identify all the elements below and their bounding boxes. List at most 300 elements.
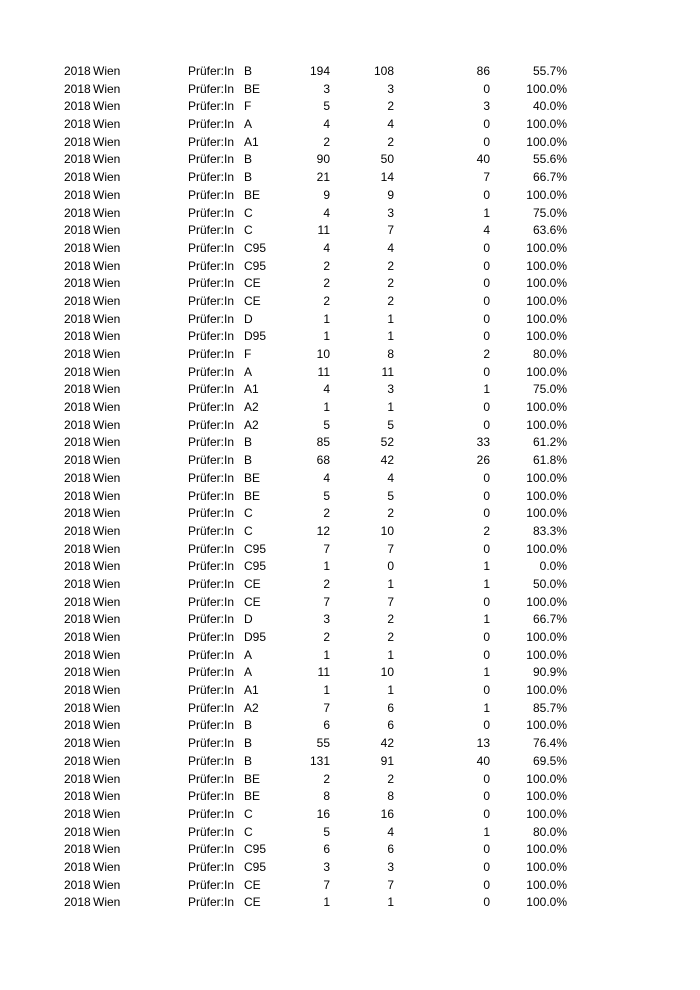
city-cell: Wien (93, 842, 121, 857)
passed-count-cell: 7 (387, 541, 394, 556)
city-cell: Wien (93, 718, 121, 733)
license-class-cell: D (244, 311, 253, 326)
total-count-cell: 1 (323, 329, 330, 344)
license-class-cell: BE (244, 771, 261, 786)
passed-count-cell: 42 (380, 736, 394, 751)
role-cell: Prüfer:In (188, 859, 235, 874)
role-cell: Prüfer:In (188, 347, 235, 361)
role-cell: Prüfer:In (188, 541, 235, 556)
total-count-cell: 6 (323, 842, 330, 857)
pass-rate-cell: 61.8% (532, 453, 567, 468)
pass-rate-cell: 100.0% (526, 842, 567, 857)
total-count-cell: 8 (323, 789, 330, 804)
table-row (64, 594, 584, 612)
failed-count-cell: 86 (476, 64, 490, 78)
passed-count-cell: 8 (387, 789, 394, 804)
city-cell: Wien (93, 665, 121, 680)
year-cell: 2018 (64, 311, 91, 326)
license-class-cell: B (244, 152, 253, 167)
role-cell: Prüfer:In (188, 877, 235, 892)
license-class-cell: BE (244, 470, 261, 485)
role-cell: Prüfer:In (188, 240, 235, 255)
failed-count-cell: 2 (483, 523, 490, 538)
failed-count-cell: 1 (483, 559, 490, 574)
failed-count-cell: 0 (483, 842, 490, 857)
total-count-cell: 1 (323, 895, 330, 910)
year-cell: 2018 (64, 488, 91, 503)
city-cell: Wien (93, 630, 121, 644)
failed-count-cell: 0 (483, 859, 490, 874)
role-cell: Prüfer:In (188, 187, 235, 202)
year-cell: 2018 (64, 736, 91, 751)
table-row (64, 434, 584, 452)
failed-count-cell: 40 (476, 753, 490, 768)
failed-count-cell: 0 (483, 81, 490, 96)
year-cell: 2018 (64, 453, 91, 468)
year-cell: 2018 (64, 187, 91, 202)
total-count-cell: 9 (323, 187, 330, 202)
role-cell: Prüfer:In (188, 523, 235, 538)
failed-count-cell: 26 (476, 453, 490, 468)
pass-rate-cell: 100.0% (526, 258, 567, 273)
role-cell: Prüfer:In (188, 576, 235, 591)
license-class-cell: C (244, 506, 253, 521)
failed-count-cell: 1 (483, 205, 490, 220)
total-count-cell: 11 (317, 665, 330, 680)
city-cell: Wien (93, 895, 121, 910)
license-class-cell: B (244, 64, 253, 78)
total-count-cell: 2 (323, 293, 330, 308)
city-cell: Wien (93, 64, 121, 78)
city-cell: Wien (93, 753, 121, 768)
city-cell: Wien (93, 612, 121, 627)
failed-count-cell: 0 (483, 541, 490, 556)
role-cell: Prüfer:In (188, 134, 235, 149)
role-cell: Prüfer:In (188, 170, 235, 185)
pass-rate-cell: 63.6% (532, 223, 567, 238)
city-cell: Wien (93, 329, 121, 344)
table-row (64, 735, 584, 753)
total-count-cell: 85 (316, 435, 330, 450)
table-row (64, 841, 584, 859)
role-cell: Prüfer:In (188, 435, 235, 450)
license-class-cell: CE (244, 594, 261, 609)
license-class-cell: C95 (244, 541, 267, 556)
table-row (64, 771, 584, 789)
passed-count-cell: 11 (381, 364, 394, 379)
passed-count-cell: 2 (387, 612, 394, 627)
role-cell: Prüfer:In (188, 223, 235, 238)
role-cell: Prüfer:In (188, 824, 235, 839)
failed-count-cell: 0 (483, 240, 490, 255)
pass-rate-cell: 100.0% (526, 877, 567, 892)
failed-count-cell: 1 (483, 700, 490, 715)
year-cell: 2018 (64, 541, 91, 556)
role-cell: Prüfer:In (188, 506, 235, 521)
year-cell: 2018 (64, 789, 91, 804)
total-count-cell: 3 (323, 859, 330, 874)
year-cell: 2018 (64, 771, 91, 786)
year-cell: 2018 (64, 824, 91, 839)
role-cell: Prüfer:In (188, 311, 235, 326)
city-cell: Wien (93, 99, 121, 114)
year-cell: 2018 (64, 435, 91, 450)
table-row (64, 134, 584, 152)
table-row (64, 664, 584, 682)
passed-count-cell: 1 (387, 895, 394, 910)
passed-count-cell: 2 (387, 771, 394, 786)
year-cell: 2018 (64, 134, 91, 149)
pass-rate-cell: 100.0% (526, 647, 567, 662)
table-row (64, 894, 584, 912)
year-cell: 2018 (64, 99, 91, 114)
pass-rate-cell: 100.0% (526, 771, 567, 786)
failed-count-cell: 0 (483, 594, 490, 609)
license-class-cell: F (244, 99, 252, 114)
pass-rate-cell: 55.6% (532, 152, 567, 167)
role-cell: Prüfer:In (188, 647, 235, 662)
failed-count-cell: 0 (483, 806, 490, 821)
failed-count-cell: 4 (483, 223, 490, 238)
role-cell: Prüfer:In (188, 117, 235, 132)
city-cell: Wien (93, 117, 121, 132)
total-count-cell: 11 (317, 364, 330, 379)
table-row (64, 293, 584, 311)
passed-count-cell: 2 (387, 630, 394, 644)
passed-count-cell: 6 (387, 700, 394, 715)
table-row (64, 346, 584, 364)
pass-rate-cell: 100.0% (526, 417, 567, 432)
city-cell: Wien (93, 559, 121, 574)
license-class-cell: A2 (244, 417, 259, 432)
table-row (64, 717, 584, 735)
city-cell: Wien (93, 276, 121, 291)
pass-rate-cell: 100.0% (526, 506, 567, 521)
passed-count-cell: 1 (387, 329, 394, 344)
total-count-cell: 2 (323, 258, 330, 273)
passed-count-cell: 4 (387, 824, 394, 839)
city-cell: Wien (93, 170, 121, 185)
pass-rate-cell: 100.0% (526, 718, 567, 733)
pass-rate-cell: 100.0% (526, 859, 567, 874)
role-cell: Prüfer:In (188, 152, 235, 167)
total-count-cell: 5 (323, 824, 330, 839)
city-cell: Wien (93, 877, 121, 892)
total-count-cell: 3 (323, 81, 330, 96)
city-cell: Wien (93, 700, 121, 715)
pass-rate-cell: 100.0% (526, 594, 567, 609)
table-row (64, 116, 584, 134)
license-class-cell: B (244, 718, 253, 733)
pass-rate-cell: 100.0% (526, 311, 567, 326)
table-row (64, 311, 584, 329)
city-cell: Wien (93, 81, 121, 96)
role-cell: Prüfer:In (188, 81, 235, 96)
city-cell: Wien (93, 789, 121, 804)
role-cell: Prüfer:In (188, 771, 235, 786)
passed-count-cell: 5 (387, 417, 394, 432)
pass-rate-cell: 66.7% (532, 612, 567, 627)
failed-count-cell: 33 (476, 435, 490, 450)
role-cell: Prüfer:In (188, 488, 235, 503)
failed-count-cell: 0 (483, 877, 490, 892)
passed-count-cell: 4 (387, 240, 394, 255)
license-class-cell: A1 (244, 382, 259, 397)
failed-count-cell: 0 (483, 117, 490, 132)
failed-count-cell: 1 (483, 576, 490, 591)
year-cell: 2018 (64, 895, 91, 910)
pass-rate-cell: 100.0% (526, 400, 567, 415)
city-cell: Wien (93, 488, 121, 503)
passed-count-cell: 42 (380, 453, 394, 468)
passed-count-cell: 52 (380, 435, 394, 450)
role-cell: Prüfer:In (188, 630, 235, 644)
total-count-cell: 90 (316, 152, 330, 167)
city-cell: Wien (93, 258, 121, 273)
year-cell: 2018 (64, 877, 91, 892)
total-count-cell: 1 (323, 683, 330, 698)
year-cell: 2018 (64, 753, 91, 768)
year-cell: 2018 (64, 347, 91, 361)
city-cell: Wien (93, 806, 121, 821)
role-cell: Prüfer:In (188, 99, 235, 114)
passed-count-cell: 2 (387, 506, 394, 521)
table-row (64, 523, 584, 541)
pass-rate-cell: 100.0% (526, 276, 567, 291)
city-cell: Wien (93, 435, 121, 450)
year-cell: 2018 (64, 683, 91, 698)
pass-rate-cell: 100.0% (526, 134, 567, 149)
pass-rate-cell: 80.0% (532, 347, 567, 361)
city-cell: Wien (93, 594, 121, 609)
table-row (64, 647, 584, 665)
total-count-cell: 2 (323, 276, 330, 291)
city-cell: Wien (93, 736, 121, 751)
table-row (64, 824, 584, 842)
license-class-cell: CE (244, 895, 261, 910)
total-count-cell: 2 (323, 506, 330, 521)
total-count-cell: 12 (316, 523, 330, 538)
role-cell: Prüfer:In (188, 700, 235, 715)
pass-rate-cell: 100.0% (526, 293, 567, 308)
total-count-cell: 131 (309, 753, 330, 768)
total-count-cell: 5 (323, 488, 330, 503)
passed-count-cell: 2 (387, 276, 394, 291)
failed-count-cell: 2 (483, 347, 490, 361)
pass-rate-cell: 40.0% (532, 99, 567, 114)
failed-count-cell: 0 (483, 718, 490, 733)
passed-count-cell: 7 (387, 877, 394, 892)
role-cell: Prüfer:In (188, 612, 235, 627)
failed-count-cell: 0 (483, 258, 490, 273)
license-class-cell: A (244, 647, 253, 662)
year-cell: 2018 (64, 364, 91, 379)
passed-count-cell: 50 (380, 152, 394, 167)
license-class-cell: BE (244, 81, 261, 96)
role-cell: Prüfer:In (188, 665, 235, 680)
city-cell: Wien (93, 240, 121, 255)
pass-rate-cell: 100.0% (526, 789, 567, 804)
city-cell: Wien (93, 205, 121, 220)
role-cell: Prüfer:In (188, 683, 235, 698)
license-class-cell: B (244, 170, 253, 185)
failed-count-cell: 0 (483, 771, 490, 786)
failed-count-cell: 13 (476, 736, 490, 751)
license-class-cell: CE (244, 576, 261, 591)
role-cell: Prüfer:In (188, 842, 235, 857)
failed-count-cell: 0 (483, 488, 490, 503)
table-row (64, 611, 584, 629)
passed-count-cell: 7 (387, 594, 394, 609)
city-cell: Wien (93, 541, 121, 556)
role-cell: Prüfer:In (188, 718, 235, 733)
year-cell: 2018 (64, 523, 91, 538)
table-row (64, 629, 584, 647)
city-cell: Wien (93, 506, 121, 521)
table-row (64, 81, 584, 99)
total-count-cell: 7 (323, 700, 330, 715)
pass-rate-cell: 0.0% (539, 559, 567, 574)
total-count-cell: 2 (323, 134, 330, 149)
license-class-cell: A (244, 117, 253, 132)
failed-count-cell: 0 (483, 364, 490, 379)
role-cell: Prüfer:In (188, 736, 235, 751)
table-row (64, 381, 584, 399)
role-cell: Prüfer:In (188, 753, 235, 768)
city-cell: Wien (93, 470, 121, 485)
role-cell: Prüfer:In (188, 329, 235, 344)
total-count-cell: 7 (323, 594, 330, 609)
year-cell: 2018 (64, 152, 91, 167)
year-cell: 2018 (64, 258, 91, 273)
total-count-cell: 1 (323, 647, 330, 662)
year-cell: 2018 (64, 470, 91, 485)
total-count-cell: 4 (323, 382, 330, 397)
pass-rate-cell: 100.0% (526, 187, 567, 202)
license-class-cell: F (244, 347, 252, 361)
year-cell: 2018 (64, 700, 91, 715)
table-row (64, 859, 584, 877)
year-cell: 2018 (64, 329, 91, 344)
total-count-cell: 5 (323, 99, 330, 114)
pass-rate-cell: 66.7% (532, 170, 567, 185)
failed-count-cell: 0 (483, 470, 490, 485)
total-count-cell: 10 (316, 347, 330, 361)
year-cell: 2018 (64, 81, 91, 96)
role-cell: Prüfer:In (188, 276, 235, 291)
pass-rate-cell: 50.0% (532, 576, 567, 591)
table-row (64, 417, 584, 435)
year-cell: 2018 (64, 170, 91, 185)
table-row (64, 222, 584, 240)
failed-count-cell: 1 (483, 612, 490, 627)
pass-rate-cell: 55.7% (532, 64, 567, 78)
license-class-cell: A2 (244, 400, 259, 415)
total-count-cell: 1 (323, 311, 330, 326)
passed-count-cell: 1 (387, 576, 394, 591)
table-row (64, 788, 584, 806)
year-cell: 2018 (64, 382, 91, 397)
total-count-cell: 4 (323, 470, 330, 485)
license-class-cell: C95 (244, 240, 267, 255)
year-cell: 2018 (64, 117, 91, 132)
license-class-cell: D (244, 612, 253, 627)
city-cell: Wien (93, 382, 121, 397)
passed-count-cell: 10 (380, 523, 394, 538)
passed-count-cell: 9 (387, 187, 394, 202)
license-class-cell: B (244, 753, 253, 768)
table-row (64, 240, 584, 258)
year-cell: 2018 (64, 240, 91, 255)
table-row (64, 806, 584, 824)
city-cell: Wien (93, 347, 121, 361)
failed-count-cell: 0 (483, 400, 490, 415)
year-cell: 2018 (64, 559, 91, 574)
pass-rate-cell: 83.3% (532, 523, 567, 538)
pass-rate-cell: 100.0% (526, 117, 567, 132)
total-count-cell: 5 (323, 417, 330, 432)
city-cell: Wien (93, 824, 121, 839)
table-row (64, 452, 584, 470)
license-class-cell: A (244, 665, 253, 680)
exam-results-table (64, 63, 584, 912)
total-count-cell: 2 (323, 630, 330, 644)
license-class-cell: C95 (244, 842, 267, 857)
pass-rate-cell: 80.0% (532, 824, 567, 839)
failed-count-cell: 3 (483, 99, 490, 114)
table-row (64, 151, 584, 169)
license-class-cell: C (244, 205, 253, 220)
failed-count-cell: 0 (483, 647, 490, 662)
table-row (64, 169, 584, 187)
pass-rate-cell: 75.0% (532, 382, 567, 397)
failed-count-cell: 0 (483, 630, 490, 644)
year-cell: 2018 (64, 205, 91, 220)
license-class-cell: A1 (244, 683, 259, 698)
city-cell: Wien (93, 647, 121, 662)
table-row (64, 700, 584, 718)
city-cell: Wien (93, 453, 121, 468)
passed-count-cell: 7 (387, 223, 394, 238)
pass-rate-cell: 100.0% (526, 683, 567, 698)
license-class-cell: CE (244, 877, 261, 892)
role-cell: Prüfer:In (188, 806, 235, 821)
city-cell: Wien (93, 187, 121, 202)
failed-count-cell: 0 (483, 329, 490, 344)
failed-count-cell: 7 (483, 170, 490, 185)
city-cell: Wien (93, 683, 121, 698)
passed-count-cell: 1 (387, 647, 394, 662)
year-cell: 2018 (64, 506, 91, 521)
passed-count-cell: 3 (387, 382, 394, 397)
table-row (64, 275, 584, 293)
year-cell: 2018 (64, 647, 91, 662)
license-class-cell: C95 (244, 559, 267, 574)
pass-rate-cell: 90.9% (532, 665, 567, 680)
passed-count-cell: 0 (387, 559, 394, 574)
failed-count-cell: 0 (483, 187, 490, 202)
license-class-cell: BE (244, 187, 261, 202)
pass-rate-cell: 100.0% (526, 630, 567, 644)
passed-count-cell: 4 (387, 470, 394, 485)
passed-count-cell: 6 (387, 718, 394, 733)
total-count-cell: 16 (316, 806, 330, 821)
total-count-cell: 2 (323, 576, 330, 591)
role-cell: Prüfer:In (188, 789, 235, 804)
total-count-cell: 21 (316, 170, 330, 185)
city-cell: Wien (93, 293, 121, 308)
table-row (64, 258, 584, 276)
